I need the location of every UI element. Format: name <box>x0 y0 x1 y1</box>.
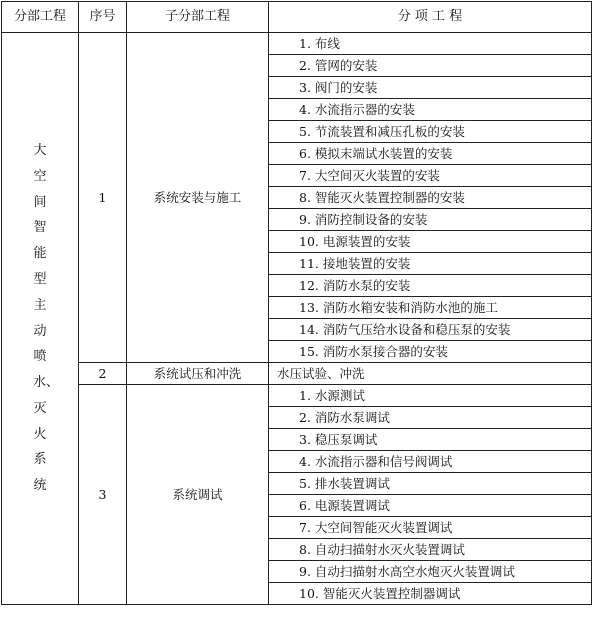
division-name-char: 火 <box>33 426 47 442</box>
division-name-char: 间 <box>33 194 47 210</box>
item-cell: 12. 消防水泵的安装 <box>269 275 592 297</box>
division-name-char: 空 <box>33 168 47 184</box>
division-name-char: 喷 <box>33 349 47 365</box>
header-division: 分部工程 <box>2 2 79 33</box>
item-cell: 14. 消防气压给水设备和稳压泵的安装 <box>269 319 592 341</box>
division-name-char: 智 <box>33 220 47 236</box>
division-name-char: 能 <box>33 246 47 262</box>
item-cell: 4. 水流指示器的安装 <box>269 99 592 121</box>
item-cell: 2. 消防水泵调试 <box>269 407 592 429</box>
seq-cell: 3 <box>79 385 127 605</box>
item-cell: 6. 电源装置调试 <box>269 495 592 517</box>
item-cell: 5. 排水装置调试 <box>269 473 592 495</box>
header-item: 分 项 工 程 <box>269 2 592 33</box>
division-name-cell <box>2 33 79 605</box>
seq-cell: 2 <box>79 363 127 385</box>
division-name-char: 灭 <box>33 400 47 416</box>
item-cell: 1. 水源测试 <box>269 385 592 407</box>
item-cell: 6. 模拟末端试水装置的安装 <box>269 143 592 165</box>
division-name-char: 大 <box>33 142 47 158</box>
item-cell: 8. 智能灭火装置控制器的安装 <box>269 187 592 209</box>
division-name-char: 主 <box>33 297 47 313</box>
item-cell: 水压试验、冲洗 <box>269 363 592 385</box>
division-name-char: 型 <box>33 271 47 287</box>
division-name-vertical <box>33 138 60 499</box>
item-cell: 5. 节流装置和减压孔板的安装 <box>269 121 592 143</box>
division-name-char: 统 <box>33 478 47 494</box>
item-cell: 15. 消防水泵接合器的安装 <box>269 341 592 363</box>
item-cell: 13. 消防水箱安装和消防水池的施工 <box>269 297 592 319</box>
item-cell: 4. 水流指示器和信号阀调试 <box>269 451 592 473</box>
seq-cell: 1 <box>79 33 127 363</box>
subdivision-cell: 系统安装与施工 <box>127 33 269 363</box>
item-cell: 7. 大空间智能灭火装置调试 <box>269 517 592 539</box>
item-cell: 9. 消防控制设备的安装 <box>269 209 592 231</box>
item-cell: 11. 接地装置的安装 <box>269 253 592 275</box>
table-row <box>2 385 592 407</box>
item-cell: 10. 电源装置的安装 <box>269 231 592 253</box>
header-seq: 序号 <box>79 2 127 33</box>
item-cell: 3. 阀门的安装 <box>269 77 592 99</box>
item-cell: 2. 管网的安装 <box>269 55 592 77</box>
engineering-division-table <box>1 1 592 605</box>
header-subdivision: 子分部工程 <box>127 2 269 33</box>
item-cell: 7. 大空间灭火装置的安装 <box>269 165 592 187</box>
item-cell: 9. 自动扫描射水高空水炮灭火装置调试 <box>269 561 592 583</box>
division-name-char: 系 <box>33 452 47 468</box>
header-row <box>2 2 592 33</box>
table-row <box>2 33 592 55</box>
division-name-char: 动 <box>33 323 47 339</box>
division-name-char: 水、 <box>33 375 60 391</box>
item-cell: 8. 自动扫描射水灭火装置调试 <box>269 539 592 561</box>
subdivision-cell: 系统调试 <box>127 385 269 605</box>
item-cell: 1. 布线 <box>269 33 592 55</box>
table-body <box>2 33 592 605</box>
item-cell: 3. 稳压泵调试 <box>269 429 592 451</box>
subdivision-cell: 系统试压和冲洗 <box>127 363 269 385</box>
item-cell: 10. 智能灭火装置控制器调试 <box>269 583 592 605</box>
table-row <box>2 363 592 385</box>
